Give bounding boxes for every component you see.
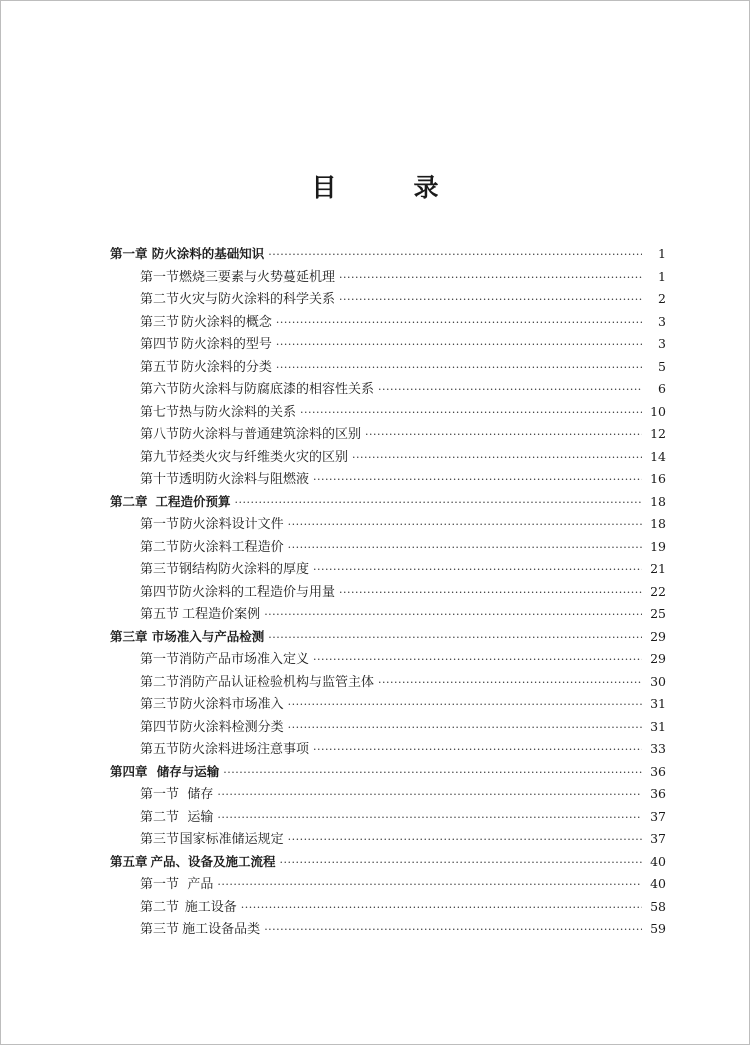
dot-leader xyxy=(264,919,642,942)
toc-entry-title: 防火涂料与防腐底漆的相容性关系 xyxy=(179,382,375,397)
dot-leader xyxy=(300,402,642,425)
dot-leader xyxy=(276,357,642,380)
toc-entry-number: 第十节 xyxy=(140,472,180,487)
dot-leader xyxy=(339,582,642,605)
toc-section-entry[interactable] xyxy=(110,468,666,491)
toc-entry-page-number: 12 xyxy=(650,426,666,441)
toc-entry-number: 第二章 xyxy=(110,493,148,509)
dot-leader xyxy=(288,717,642,740)
toc-section-entry[interactable] xyxy=(110,356,666,379)
toc-chapter-entry[interactable] xyxy=(110,243,666,266)
dot-leader xyxy=(313,559,642,582)
toc-entry-title: 热与防火涂料的关系 xyxy=(179,404,297,420)
toc-section-entry[interactable] xyxy=(110,446,666,469)
toc-entry-page-number: 2 xyxy=(658,291,666,306)
toc-entry-number: 第三节 xyxy=(140,697,180,712)
toc-entry-title: 消防产品认证检验机构与监管主体 xyxy=(179,674,375,690)
page-title: 目 录 xyxy=(311,173,465,202)
dot-leader xyxy=(279,852,642,875)
toc-entry-number: 第一节 xyxy=(140,877,180,892)
toc-entry-page-number: 3 xyxy=(658,313,666,329)
toc-entry-number: 第七节 xyxy=(140,404,180,420)
toc-section-entry[interactable] xyxy=(110,648,666,671)
toc-entry-number: 第二节 xyxy=(140,809,180,825)
toc-entry-page-number: 36 xyxy=(650,763,666,779)
toc-entry-page-number: 36 xyxy=(650,786,666,801)
toc-entry-number: 第四节 xyxy=(140,584,180,600)
toc-entry-title: 工程造价预算 xyxy=(155,493,231,509)
dot-leader xyxy=(313,649,642,672)
toc-entry-title: 透明防火涂料与阻燃液 xyxy=(179,472,310,487)
dot-leader xyxy=(288,829,642,852)
toc-entry-title: 消防产品市场准入定义 xyxy=(179,652,310,667)
toc-entry-page-number: 19 xyxy=(650,538,666,554)
toc-entry-title: 工程造价案例 xyxy=(182,607,261,622)
toc-entry-title: 防火涂料的工程造价与用量 xyxy=(179,584,336,600)
toc-section-entry[interactable] xyxy=(110,288,666,311)
dot-leader xyxy=(241,897,642,920)
toc-section-entry[interactable] xyxy=(110,896,666,919)
toc-section-entry[interactable] xyxy=(110,423,666,446)
toc-entry-number: 第一节 xyxy=(140,652,180,667)
toc-section-entry[interactable] xyxy=(110,828,666,851)
toc-entry-page-number: 37 xyxy=(650,808,666,824)
toc-entry-title: 防火涂料市场准入 xyxy=(179,697,284,712)
toc-entry-number: 第一节 xyxy=(140,269,180,285)
toc-entry-number: 第一节 xyxy=(140,517,180,532)
dot-leader xyxy=(217,807,642,830)
toc-chapter-entry[interactable] xyxy=(110,761,666,784)
dot-leader xyxy=(288,694,642,717)
toc-entry-title: 施工设备品类 xyxy=(182,922,261,937)
toc-entry-title: 防火涂料检测分类 xyxy=(179,719,284,735)
toc-entry-number: 第四节 xyxy=(140,337,180,352)
toc-section-entry[interactable] xyxy=(110,738,666,761)
dot-leader xyxy=(378,379,642,402)
toc-section-entry[interactable] xyxy=(110,918,666,941)
toc-entry-page-number: 18 xyxy=(650,516,666,531)
toc-entry-page-number: 18 xyxy=(650,493,666,509)
toc-section-entry[interactable] xyxy=(110,806,666,829)
dot-leader xyxy=(217,784,642,807)
toc-entry-title: 国家标准储运规定 xyxy=(179,832,284,847)
toc-entry-page-number: 29 xyxy=(650,651,666,666)
toc-section-entry[interactable] xyxy=(110,378,666,401)
toc-entry-number: 第三节 xyxy=(140,314,180,330)
toc-entry-title: 防火涂料进场注意事项 xyxy=(179,742,310,757)
toc-entry-page-number: 31 xyxy=(650,696,666,711)
toc-entry-page-number: 22 xyxy=(650,583,666,599)
toc-entry-title: 施工设备 xyxy=(184,899,237,915)
toc-entry-page-number: 37 xyxy=(650,831,666,846)
dot-leader xyxy=(339,289,642,312)
toc-section-entry[interactable] xyxy=(110,603,666,626)
toc-entry-title: 储存 xyxy=(187,787,214,802)
toc-entry-page-number: 40 xyxy=(650,876,666,891)
toc-entry-number: 第三节 xyxy=(140,832,180,847)
toc-entry-number: 第五节 xyxy=(140,742,180,757)
toc-section-entry[interactable] xyxy=(110,266,666,289)
dot-leader xyxy=(223,762,642,785)
dot-leader xyxy=(365,424,642,447)
toc-section-entry[interactable] xyxy=(110,783,666,806)
toc-entry-page-number: 3 xyxy=(658,336,666,351)
toc-section-entry[interactable] xyxy=(110,401,666,424)
toc-entry-number: 第一节 xyxy=(140,787,180,802)
toc-entry-page-number: 10 xyxy=(650,403,666,419)
toc-chapter-entry[interactable] xyxy=(110,626,666,649)
toc-entry-title: 产品、设备及施工流程 xyxy=(150,853,276,869)
toc-section-entry[interactable] xyxy=(110,311,666,334)
toc-entry-page-number: 14 xyxy=(650,448,666,464)
toc-entry-page-number: 5 xyxy=(658,358,666,374)
toc-entry-number: 第二节 xyxy=(140,292,180,307)
toc-entry-page-number: 58 xyxy=(650,898,666,914)
toc-entry-number: 第六节 xyxy=(140,382,180,397)
toc-entry-page-number: 1 xyxy=(658,246,666,261)
toc-entry-number: 第三节 xyxy=(140,562,180,577)
toc-entry-title: 市场准入与产品检测 xyxy=(151,628,265,644)
toc-entry-page-number: 25 xyxy=(650,606,666,621)
toc-entry-title: 防火涂料的基础知识 xyxy=(151,246,265,261)
toc-entry-number: 第五章 xyxy=(110,853,148,869)
dot-leader xyxy=(288,537,642,560)
dot-leader xyxy=(339,267,642,290)
toc-section-entry[interactable] xyxy=(110,333,666,356)
toc-section-entry[interactable] xyxy=(110,873,666,896)
toc-entry-title: 防火涂料的分类 xyxy=(180,359,272,375)
dot-leader xyxy=(264,604,642,627)
toc-entry-page-number: 29 xyxy=(650,628,666,644)
toc-entry-number: 第九节 xyxy=(140,449,180,465)
toc-section-entry[interactable] xyxy=(110,716,666,739)
dot-leader xyxy=(217,874,642,897)
toc-entry-title: 防火涂料的概念 xyxy=(180,314,272,330)
dot-leader xyxy=(268,244,642,267)
toc-entry-title: 储存与运输 xyxy=(156,763,220,779)
toc-section-entry[interactable] xyxy=(110,693,666,716)
toc-entry-page-number: 21 xyxy=(650,561,666,576)
toc-entry-number: 第二节 xyxy=(140,899,180,915)
dot-leader xyxy=(235,492,643,515)
toc-entry-title: 防火涂料设计文件 xyxy=(179,517,284,532)
dot-leader xyxy=(288,514,642,537)
toc-entry-title: 产品 xyxy=(187,877,214,892)
toc-entry-number: 第三节 xyxy=(140,922,180,937)
toc-entry-page-number: 30 xyxy=(650,673,666,689)
toc-entry-number: 第五节 xyxy=(140,359,180,375)
toc-entry-title: 燃烧三要素与火势蔓延机理 xyxy=(179,269,336,285)
toc-chapter-entry[interactable] xyxy=(110,491,666,514)
dot-leader xyxy=(313,469,642,492)
table-of-contents xyxy=(110,243,666,941)
toc-section-entry[interactable] xyxy=(110,581,666,604)
toc-entry-page-number: 6 xyxy=(658,381,666,396)
toc-entry-title: 防火涂料工程造价 xyxy=(179,539,284,555)
dot-leader xyxy=(276,334,642,357)
toc-entry-number: 第一章 xyxy=(110,246,148,261)
toc-entry-number: 第五节 xyxy=(140,607,180,622)
dot-leader xyxy=(313,739,642,762)
toc-entry-page-number: 33 xyxy=(650,741,666,756)
toc-chapter-entry[interactable] xyxy=(110,851,666,874)
toc-entry-page-number: 59 xyxy=(650,921,666,936)
toc-entry-title: 钢结构防火涂料的厚度 xyxy=(179,562,310,577)
toc-entry-number: 第二节 xyxy=(140,539,180,555)
dot-leader xyxy=(276,312,642,335)
toc-entry-page-number: 40 xyxy=(650,853,666,869)
toc-entry-title: 运输 xyxy=(187,809,214,825)
toc-section-entry[interactable] xyxy=(110,558,666,581)
toc-entry-page-number: 31 xyxy=(650,718,666,734)
toc-entry-title: 防火涂料的型号 xyxy=(180,337,272,352)
toc-section-entry[interactable] xyxy=(110,671,666,694)
toc-entry-number: 第四节 xyxy=(140,719,180,735)
toc-entry-number: 第八节 xyxy=(140,427,180,442)
toc-section-entry[interactable] xyxy=(110,513,666,536)
toc-entry-title: 防火涂料与普通建筑涂料的区别 xyxy=(179,427,362,442)
toc-entry-page-number: 1 xyxy=(658,268,666,284)
toc-entry-title: 烃类火灾与纤维类火灾的区别 xyxy=(179,449,349,465)
toc-entry-number: 第四章 xyxy=(110,763,148,779)
toc-entry-number: 第三章 xyxy=(110,628,148,644)
dot-leader xyxy=(268,627,642,650)
dot-leader xyxy=(378,672,642,695)
toc-entry-title: 火灾与防火涂料的科学关系 xyxy=(179,292,336,307)
toc-section-entry[interactable] xyxy=(110,536,666,559)
toc-entry-page-number: 16 xyxy=(650,471,666,486)
toc-entry-number: 第二节 xyxy=(140,674,180,690)
dot-leader xyxy=(352,447,642,470)
